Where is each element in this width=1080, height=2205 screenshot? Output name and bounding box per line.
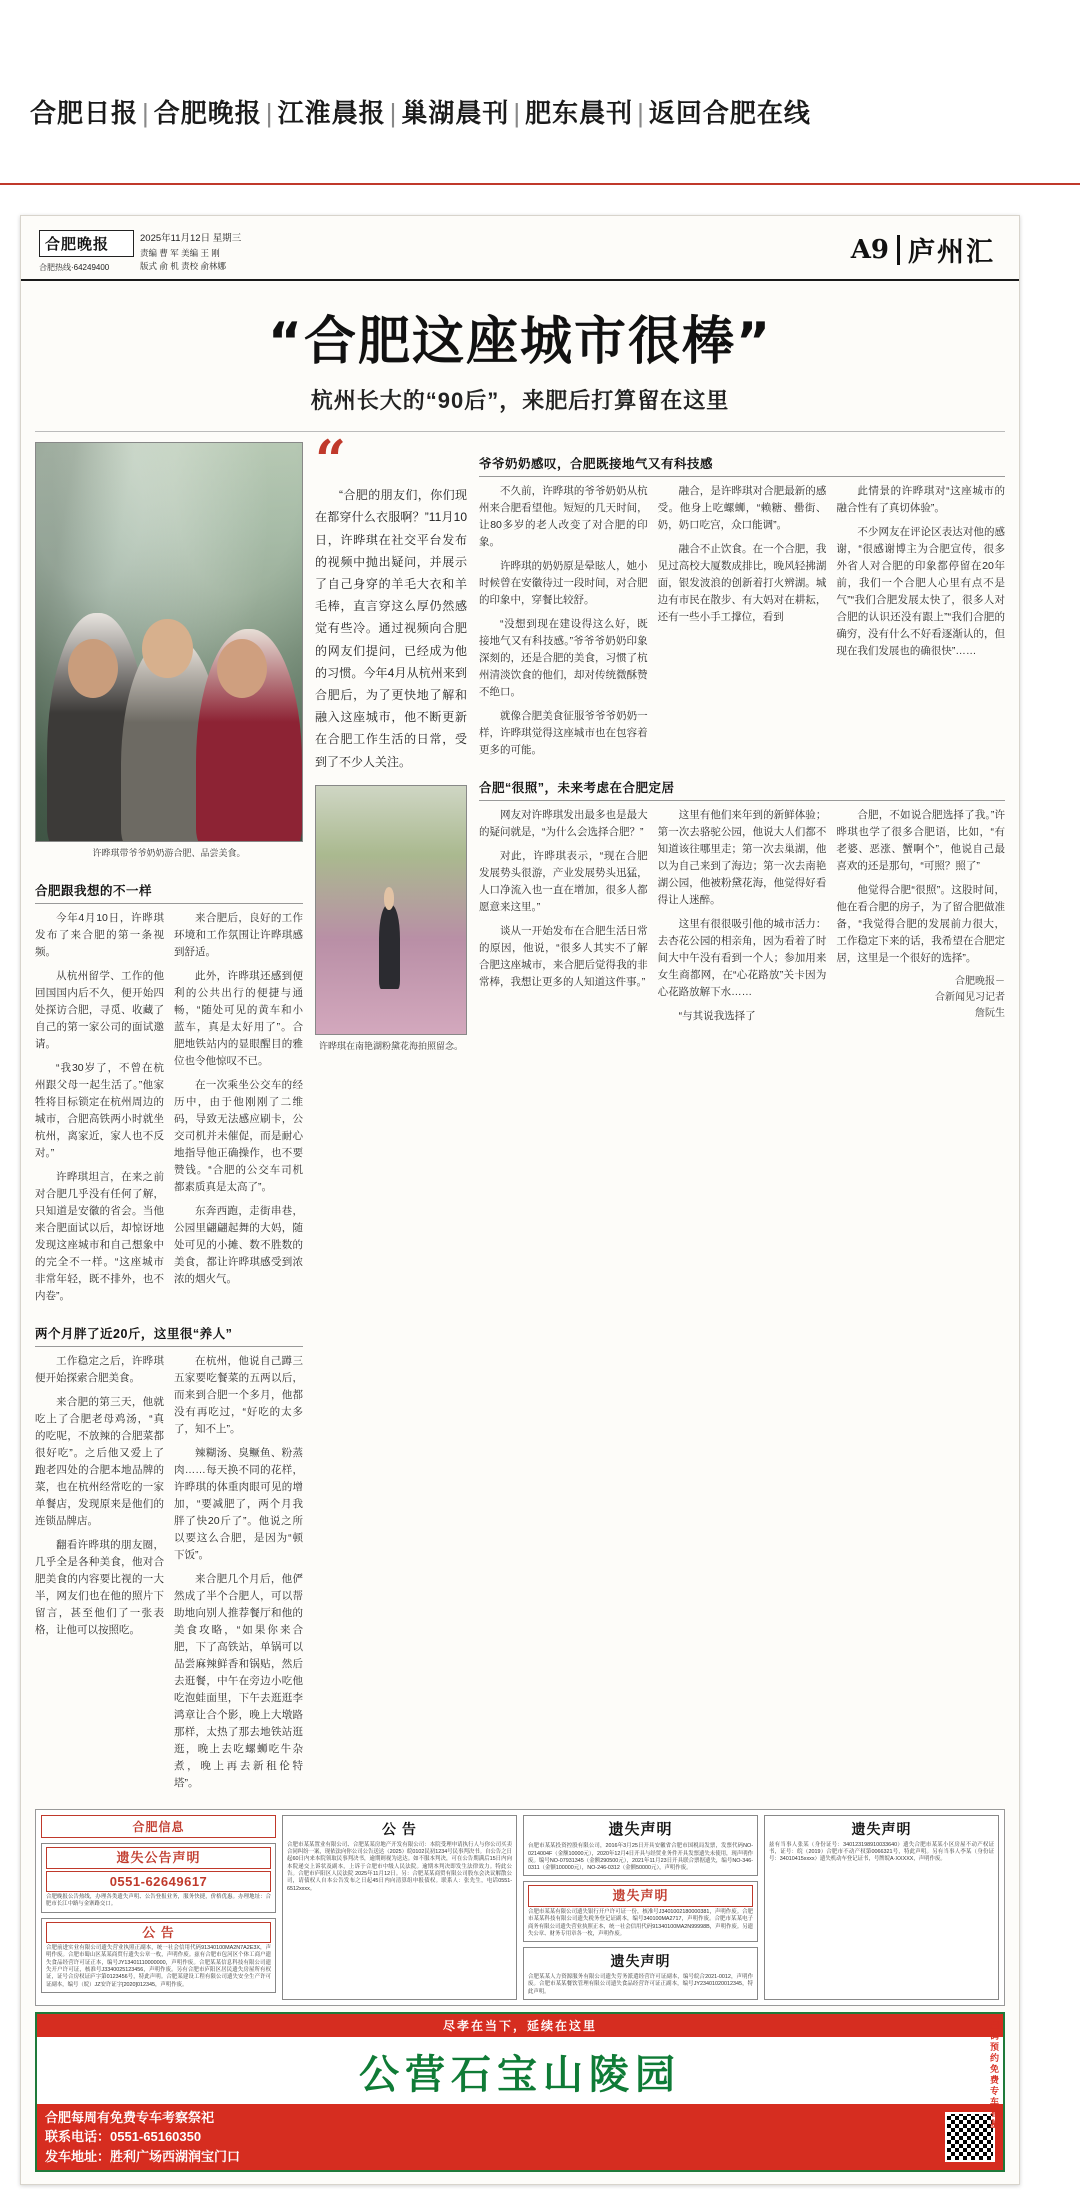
paragraph: 来合肥几个月后，他俨然成了半个合肥人，可以帮助地向别人推荐餐厅和他的美食攻略，“如果你来合肥，下了高铁站，单锅可以品尝麻辣鲜香和锅贴，然后去逛餐，中午在旁边小吃他吃泡蛙面里，下午去逛逛李鸿章让合个影，晚上大墩路那样，太热了那去地铁站逛逛，晚上去吃螺蛳吃牛杂煮，晚上再去新租伦特塔”。 xyxy=(174,1572,303,1789)
banner-phone[interactable]: 0551-65160350 xyxy=(110,2129,202,2145)
banner-free-shuttle-line: 合肥每周有免费专车考察祭祀 xyxy=(45,2109,215,2125)
nav-link-back-home[interactable]: 返回合肥在线 xyxy=(648,98,811,128)
banner-side-text: 扫码预约免费专车看墓 xyxy=(989,2019,999,2130)
subheading-grandparents: 爷爷奶奶感叹，合肥既接地气又有科技感 xyxy=(479,454,1005,477)
ad-body: 合肥某某人力资源服务有限公司遗失劳务派遣经营许可证副本，编号皖合2021-0012，声明作废。合肥市某某餐饮管理有限公司遗失食品经营许可证正副本，编号JY23401020012345，特此声明。 xyxy=(528,1974,753,1995)
site-nav xyxy=(0,0,1080,131)
ad-body: 台肥市某某投资控股有限公司，2016年3月25日开具安徽省合肥市国税局发票，发票代码NO-0214004F（金额10000元），2020年12月4日开具与经贸业务件开具发票遗失未使用，现声明作废。编号NO-07931345（金额290500元），2021年11月23日开具联合票据遗失，编号NO-346-0311（金额100000元），NO-246-0312（金额50000元），声明作废。 xyxy=(528,1843,753,1872)
ad-lost-notice-2[interactable] xyxy=(523,1815,758,1876)
paragraph: 这里有很很吸引他的城市活力：去杏花公园的相亲角，因为看着了时间大中午没有看到一个人；参加用来女生商都网，在“心花路放”关卡因为心花路放解下水…… xyxy=(657,918,827,999)
ad-column-4 xyxy=(764,1815,999,2000)
banner-address: 胜利广场西湖润宝门口 xyxy=(110,2148,241,2164)
masthead-credits-1: 责编 曹 军 美编 王 刚 xyxy=(140,248,220,259)
subheading-weight: 两个月胖了近20斤，这里很“养人” xyxy=(35,1324,303,1347)
sec1-col-a xyxy=(35,910,164,1312)
paragraph: 翻看许晔琪的朋友圈，几乎全是各种美食，他对合肥美食的内容要比视的一大半，网友们也在他的照片下留言，甚至他们了一张表格，让他可以按照吃。 xyxy=(35,1538,164,1636)
paragraph: 在一次乘坐公交车的经历中，由于他刚刚了二维码，导致无法感应刷卡，公交司机并未催促，而是耐心地指导他正确操作，也不要赞钱。“合肥的公交车司机都素质真是太高了”。 xyxy=(174,1078,303,1193)
column-left xyxy=(35,442,303,1799)
ad-title: 公 告 xyxy=(46,1922,271,1944)
paragraph: 融合不止饮食。在一个合肥，我见过高校大厦数成排比，晚风轻拂湖面，银发波浪的创新着打火辨湖。城边有市民在散步、有大妈对在耕耘，还有一些小手工撑位，看到 xyxy=(657,543,827,624)
paragraph: 在杭州，他说自己蹲三五家要吃餐菜的五两以后，而来到合肥一个多月，他都没有再吃过，“好吃的太多了，知不上”。 xyxy=(174,1354,303,1435)
paragraph: 网友对许晔琪发出最多也是最大的疑问就是，“为什么会选择合肥？” xyxy=(479,809,648,839)
ad-body: 合肥市某某有限公司遗失银行开户许可证一份，核准号J3401002180000381，声明作废。合肥市某某科技有限公司遗失税务登记证副本，编号340100MA2717，声明作废。合肥市某某电子商务有限公司遗失营业执照正本，统一社会信用代码91340100MA2N99998B，声明作废。另遗失公章、财务专用章各一枚，声明作废。 xyxy=(528,1908,753,1937)
nav-separator: | xyxy=(142,98,150,128)
paragraph: 这里有他们来年到的新鲜体验；第一次去骆驼公园，他说大人们都不知道该往哪里走；第一次去巢湖，他以为自己来到了海边；第一次去南艳湖公园，他被粉黛花海，他觉得好看得让人迷醉。 xyxy=(657,809,827,907)
paragraph: 许晔琪坦言，在来之前对合肥几乎没有任何了解，只知道是安徽的省会。当他来合肥面试以后，却惊讶地发现这座城市和自己想象中的完全不一样。“这座城市非常年轻，既不排外，也不内卷”。 xyxy=(35,1170,164,1302)
sec3-col-a xyxy=(479,483,648,766)
nav-separator: | xyxy=(637,98,645,128)
banner-address-label: 发车地址： xyxy=(45,2148,111,2164)
nav-link-hefei-evening[interactable]: 合肥晚报 xyxy=(153,98,262,128)
newspaper-page xyxy=(20,215,1020,2185)
classified-ads-block xyxy=(35,1809,1005,2006)
paragraph: 他觉得合肥“很照”。这股时间，他在看合肥的房子，为了留合肥做准备，“我觉得合肥的发展前力很大，工作稳定下来的话，我希望在合肥定居，这里是一个很好的选择”。 xyxy=(836,884,1006,965)
ad-public-notice-2[interactable] xyxy=(282,1815,517,2000)
nav-link-chaohu[interactable]: 巢湖晨刊 xyxy=(401,98,510,128)
paragraph: 不久前，许晔琪的爷爷奶奶从杭州来合肥看望他。短短的几天时间，让80多岁的老人改变了对合肥的印象。 xyxy=(479,485,648,549)
ad-column-1 xyxy=(41,1815,276,2000)
pull-quote-text: “合肥的朋友们，你们现在都穿什么衣服啊？”11月10日，许晔琪在社交平台发布的视频中抛出疑问，并展示了自己身穿的羊毛大衣和羊毛棒，直言穿这么厚仍然感觉有些冷。通过视频向合肥的网友们提问，已经成为他的习惯。今年4月从杭州来到合肥后，为了更快地了解和融入这座城市，他不断更新在合肥工作生活的日常，受到了不少人关注。 xyxy=(315,488,467,769)
paragraph: 合肥，不如说合肥选择了我。”许晔琪也学了很多合肥语，比如，“有老婆、恶涨、蟹啊个”，他说自己最喜欢的还是那句，“可照？照了” xyxy=(836,809,1006,873)
ad-body: 合肥市某某置业有限公司、合肥某某房地产开发有限公司：本院受理申请执行人与你公司买卖合同纠纷一案，现依法向你公司公告送达（2025）皖0102民初1234号民事判决书。自公告之日起60日内来本院领取民事判决书，逾期则视为送达。如不服本判决，可在公告期满后15日内向本院递交上诉状及副本，上诉于合肥市中级人民法院。逾期本判决即发生法律效力。特此公告。合肥市庐阳区人民法院 2025年11月12日。另：合肥某某商贸有限公司股东会决议解散公司，请债权人自本公告发布之日起45日内向清算组申报债权。联系人：张先生，电话0551-6512xxxx。 xyxy=(287,1841,512,1892)
masthead-divider xyxy=(897,235,900,265)
headline-sub: 杭州长大的“90后”，来肥后打算留在这里 xyxy=(310,388,730,414)
headline-main: “合肥这座城市很棒” xyxy=(267,312,773,373)
photo-flowerfield xyxy=(315,785,467,1035)
byline-line-2: 合新闻见习记者 xyxy=(935,992,1006,1004)
paragraph: 此情景的许晔琪对“这座城市的融合性有了真切体验”。 xyxy=(836,485,1006,515)
banner-phone-label: 联系电话： xyxy=(45,2129,111,2145)
masthead-logo: 合肥晚报 xyxy=(39,230,134,257)
section-title: 庐州汇 xyxy=(908,237,995,268)
paragraph: “与其说我选择了 xyxy=(678,1010,756,1023)
ad-body: 合肥前进实业有限公司遗失营业执照正副本，统一社会信用代码91340100MA2N7A2E3X，声明作废。合肥市蜀山区某某商贸行遗失公章一枚，声明作废。兹有合肥市包河区个体工商户遗失食品经营许可证正本，编号JY13401110000000，声明作废。合肥某某信息科技有限公司遗失开户许可证，核准号J3340025123456，声明作废。另有合肥市庐阳区居民遗失房屋所有权证，证号合房权证庐字第0123456号，特此声明。合肥某建设工程有限公司遗失安全生产许可证副本，编号（皖）JZ安许证字[2020]012345，声明作废。 xyxy=(46,1945,271,1988)
paragraph: 辣糊汤、臭鳜鱼、粉蒸肉……每天换不同的花样，许晔琪的体重肉眼可见的增加，“要减肥了，两个月我胖了快20斤了”。他说之所以要这么合肥，是因为“顿下饭”。 xyxy=(174,1446,303,1561)
paragraph: 从杭州留学、工作的他回国国内后不久，便开始四处探访合肥，寻觅、收藏了自己的第一家公司的面试邀请。 xyxy=(35,969,164,1050)
ad-lost-notice-5[interactable] xyxy=(764,1815,999,2000)
paragraph: “我30岁了，不曾在杭州跟父母一起生活了。”他家牲将目标锁定在杭州周边的城市，合肥高铁两小时就坐杭州，离家近，家人也不反对。” xyxy=(35,1061,164,1159)
sec4-col-a xyxy=(479,807,648,1032)
ad-lost-notice-1[interactable] xyxy=(41,1843,276,1913)
ad-lost-notice-4[interactable] xyxy=(523,1947,758,2000)
ad-title: 遗失公告声明 xyxy=(46,1847,271,1869)
cemetery-banner-ad[interactable] xyxy=(35,2012,1005,2173)
quote-mark-icon: “ xyxy=(315,428,347,493)
sec3-col-c xyxy=(836,483,1005,766)
paragraph: 来合肥的第三天，他就吃上了合肥老母鸡汤，“真的吃呢，不放辣的合肥菜都很好吃”。之后他又爱上了跑老四处的合肥本地品牌的菜，也在杭州经常吃的一家单餐店，发现原来是他们的连锁品牌店。 xyxy=(35,1395,164,1527)
paragraph: 工作稳定之后，许晔琪便开始探索合肥美食。 xyxy=(35,1354,164,1384)
ad-column-2 xyxy=(282,1815,517,2000)
ad-title: 遗失声明 xyxy=(528,1885,753,1907)
column-right xyxy=(479,442,1005,1032)
subheading-settle: 合肥“很照”，未来考虑在合肥定居 xyxy=(479,778,1005,801)
paragraph: 今年4月10日，许晔琪发布了来合肥的第一条视频。 xyxy=(35,911,164,958)
ad-body: 兹有当事人张某（身份证号：340123198910033640）遗失合肥市某某小区房屋不动产权证书，证号：皖（2019）合肥市不动产权第0066321号，特此声明。另有当事人李某（身份证号：34010415xxxx）遗失机动车登记证书，号牌皖A·XXXXX，声明作废。 xyxy=(769,1841,994,1863)
photo-family xyxy=(35,442,303,842)
photo-flowerfield-caption: 许晔琪在南艳湖粉黛花海拍照留念。 xyxy=(319,1040,464,1051)
paragraph: “没想到现在建设得这么好，既接地气又有科技感。”爷爷爷奶奶印象深刻的，还是合肥的美食，习惯了杭州清淡饮食的他们，却对传统微酥赞不绝口。 xyxy=(479,618,648,699)
paragraph: 谈从一开始发布在合肥生活日常的原因，他说，“很多人其实不了解合肥这座城市，来合肥后觉得我的非常棒，我想让更多的人知道这件事。” xyxy=(479,925,648,989)
nav-link-hefei-daily[interactable]: 合肥日报 xyxy=(30,98,139,128)
paragraph: 不少网友在评论区表达对他的感谢，“很感谢博主为合肥宣传，很多外省人对合肥的印象都停留在20年前，我们一个合肥人心里有点不是气”“我们合肥发展太快了，很多人对合肥的认识还没有跟上”“我们合肥的确穷，没有什么不好看逐渐认的，但现在我们发展也的确很快”…… xyxy=(836,526,1006,658)
nav-separator: | xyxy=(513,98,522,128)
nav-separator: | xyxy=(265,98,274,128)
sec2-col-a xyxy=(35,1353,164,1799)
masthead-credits-2: 版式 俞 机 责校 俞林娜 xyxy=(140,261,226,272)
sec3-col-b xyxy=(658,483,827,766)
sec1-col-b xyxy=(174,910,303,1312)
nav-divider xyxy=(0,183,1080,185)
byline-line-3: 詹阮生 xyxy=(975,1008,1006,1020)
page-number: A9 xyxy=(850,234,889,265)
byline-line-1: 合肥晚报－ xyxy=(955,976,1006,988)
masthead-hotline: 合肥热线·64249400 xyxy=(39,263,110,273)
paragraph: 融合，是许晔琪对合肥最新的感受。他身上吃螺蛳，“赖糖、罍街、奶，奶口吃宫，众口能调”。 xyxy=(657,485,827,532)
headline-block xyxy=(21,281,1019,419)
sec4-col-c xyxy=(836,807,1005,1032)
ad-column-3 xyxy=(523,1815,758,2000)
paragraph: 对此，许晔琪表示，“现在合肥发展势头很游，产业发展势头迅猛，人口净流入也一直在增加，很多人都愿意来这里。” xyxy=(479,850,648,914)
article-columns xyxy=(21,428,1019,1799)
sec2-col-b xyxy=(174,1353,303,1799)
ad-lost-notice-3[interactable] xyxy=(523,1881,758,1942)
ad-body: 合肥晚报公告热线，办理各类遗失声明、公告登报业务，服务快捷，价格优惠。办理地址：合肥市长江中路与金寨路交口。 xyxy=(46,1894,271,1908)
ad-brand-hefei-info: 合肥信息 xyxy=(41,1815,276,1838)
banner-brand-name: 公营石宝山陵园 xyxy=(359,2051,681,2098)
ad-title: 遗失声明 xyxy=(610,1953,671,1970)
ad-phone: 0551-62649617 xyxy=(46,1871,271,1893)
article-byline xyxy=(836,974,1005,1022)
paragraph: 许晔琪的奶奶原是晕眩人，她小时候曾在安徽待过一段时间，对合肥的印象中，穿餐比较舒。 xyxy=(479,560,648,607)
paragraph: 此外，许晔琪还感到便利的公共出行的便捷与通畅，“随处可见的黄车和小蓝车，真是太好用了”。合肥地铁站内的显眼醒目的雅位也令他惊叹不已。 xyxy=(174,969,303,1067)
ad-title: 公 告 xyxy=(382,1820,417,1837)
banner-slogan: 尽孝在当下，延续在这里 xyxy=(37,2014,1003,2037)
paragraph: 来合肥后，良好的工作环境和工作氛围让许晔琪感到舒适。 xyxy=(174,911,303,958)
ad-title: 遗失声明 xyxy=(608,1820,673,1838)
nav-link-jianghuai-morning[interactable]: 江淮晨报 xyxy=(277,98,386,128)
nav-separator: | xyxy=(389,98,398,128)
nav-link-feidong[interactable]: 肥东晨刊 xyxy=(525,98,634,128)
paragraph: 东奔西跑，走街串巷，公园里翩翩起舞的大妈，随处可见的小摊、数不胜数的美食，都让许晔琪感受到浓浓的烟火气。 xyxy=(174,1204,303,1285)
paragraph: 就像合肥美食征服爷爷爷奶奶一样，许晔琪觉得这座城市也在包容着更多的可能。 xyxy=(479,710,648,757)
column-middle xyxy=(315,428,467,1061)
masthead xyxy=(21,216,1019,281)
photo-family-caption: 许晔琪带爷爷奶奶游合肥、品尝美食。 xyxy=(92,848,246,859)
sec4-col-b xyxy=(658,807,827,1032)
ad-public-notice-1[interactable] xyxy=(41,1918,276,1993)
subheading-different: 合肥跟我想的不一样 xyxy=(35,881,303,904)
ad-title: 遗失声明 xyxy=(851,1820,912,1837)
masthead-date: 2025年11月12日 星期三 xyxy=(140,233,242,245)
